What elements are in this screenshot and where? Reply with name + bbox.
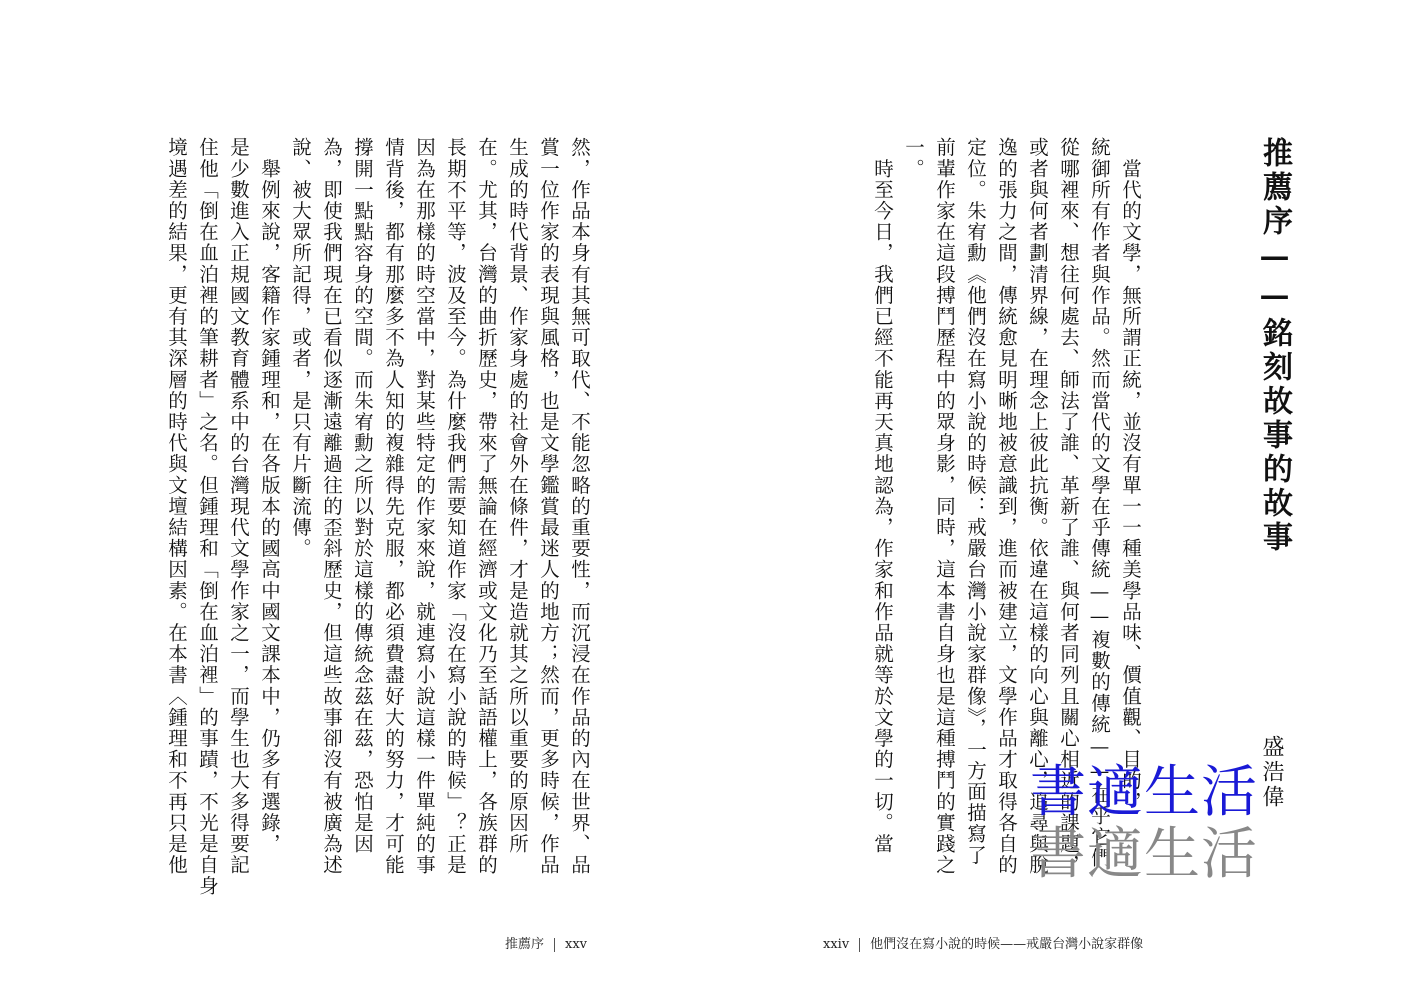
footer-page-number: xxiv bbox=[823, 937, 850, 952]
footer-book-title: 他們沒在寫小說的時候——戒嚴台灣小說家群像 bbox=[870, 937, 1144, 952]
footer-section-label: 推薦序 bbox=[505, 937, 545, 952]
heading-dash: —— bbox=[1257, 239, 1292, 317]
left-page-footer bbox=[505, 933, 587, 952]
footer-page-number: xxv bbox=[565, 937, 588, 952]
heading-section-label: 推薦序 bbox=[1257, 137, 1292, 239]
heading-title: 銘刻故事的故事 bbox=[1257, 317, 1292, 555]
left-page-body-text: 然，作品本身有其無可取代、不能忽略的重要性，而沉浸在作品的內在世界、品 賞一位作家的表現與風格，也是文學鑑賞最迷人的地方；然而，更多時候，作品 生成的時代背景、作家身處的社會外在條件，才是造就其之所以重要的原因所 在。尤其，台灣的曲折歷史，帶來了無論在經濟或文化乃至話語權上，各族群的 長期不平等，波及至今。為什麼我們需要知道作家「沒在寫小說的時候」？正是 因為在那樣的時空當中，對某些特定的作家來說，就連寫小說這樣一件單純的事 情背後，都有那麼多不為人知的複雜得先克服，都必須費盡好大的努力，才可能 撐開一點點容身的空間。而朱宥勳之所以對於這樣的傳統念茲在茲，恐怕是因 為，即使我們現在已看似逐漸遠離過往的歪斜歷史，但這些故事卻沒有被廣為述 說、被大眾所記得，或者，是只有片斷流傳。 舉例來說，客籍作家鍾理和，在各版本的國高中國文課本中，仍多有選錄， 是少數進入正規國文教育體系中的台灣現代文學作家之一，而學生也大多得要記 住他「倒在血泊裡的筆耕者」之名。但鍾理和「倒在血泊裡」的事蹟，不光是自身 境遇差的結果，更有其深層的時代與文壇結構因素。在本書〈鍾理和不再只是他 bbox=[165, 137, 591, 897]
right-page-body-text: 當代的文學，無所謂正統，並沒有單一一種美學品味、價值觀、目的， 統御所有作者與作品。然而當代的文學在乎傳統——複數的傳統——在乎它們 從哪裡來、想往何處去、師法了誰、革新了誰、與何者同列且關心相近的課題， 或者與何者劃清界線，在理念上彼此抗衡。依違在這樣的向心與離心，追尋與脫 逸的張力之間，傳統愈見明晰地被意識到，進而被建立，文學作品才取得各自的 定位。朱宥勳《他們沒在寫小說的時候：戒嚴台灣小說家群像》，一方面描寫了 前輩作家在這段搏鬥歷程中的眾身影，同時，這本書自身也是這種搏鬥的實踐之 一。 時至今日，我們已經不能再天真地認為，作家和作品就等於文學的一切。當 bbox=[871, 137, 1142, 876]
heading-author: 盛浩偉 bbox=[1259, 735, 1284, 810]
watermark-gray: 書適生活 bbox=[1030, 822, 1258, 887]
right-page-footer bbox=[823, 933, 1143, 952]
footer-separator bbox=[554, 938, 555, 952]
watermark-blue: 書適生活 bbox=[1030, 760, 1258, 825]
footer-separator bbox=[859, 938, 860, 952]
chapter-heading bbox=[1252, 137, 1296, 555]
